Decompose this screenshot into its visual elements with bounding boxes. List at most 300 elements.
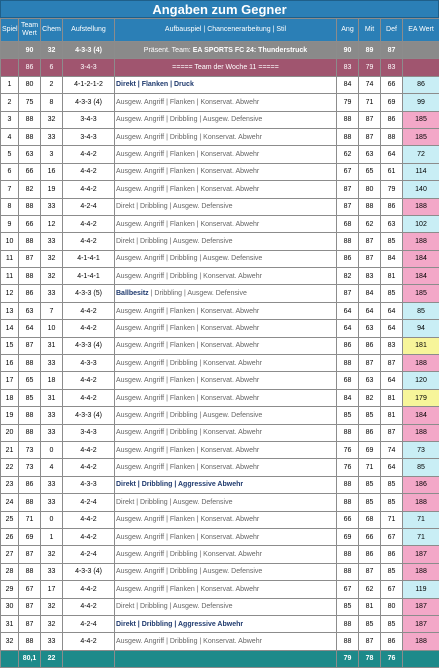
strategy-cell: Ausgew. Angriff | Flanken | Konservat. Abwehr: [115, 528, 337, 545]
ea-wert-cell: 94: [403, 320, 439, 337]
def-cell: 64: [381, 302, 403, 319]
ang-cell: 67: [337, 581, 359, 598]
strategy-cell: Direkt | Flanken | Druck: [115, 76, 337, 93]
mit-cell: 86: [359, 337, 381, 354]
mit-cell: 63: [359, 372, 381, 389]
header-def: Def: [381, 19, 403, 42]
total-mit: 78: [359, 650, 381, 667]
spiel-cell: 5: [1, 146, 19, 163]
chem-cell: 32: [41, 268, 63, 285]
opponent-table: [0, 18, 439, 668]
spiel-cell: 22: [1, 459, 19, 476]
aufstellung-cell: 4-4-2: [63, 581, 115, 598]
team-wert-cell: 66: [19, 163, 41, 180]
team-wert-cell: 88: [19, 111, 41, 128]
ang-cell: 88: [337, 633, 359, 650]
team-ang-cell: 90: [337, 42, 359, 59]
ea-wert-cell: 184: [403, 407, 439, 424]
spiel-cell: 10: [1, 233, 19, 250]
aufstellung-cell: 4-2-4: [63, 615, 115, 632]
spiel-cell: 9: [1, 215, 19, 232]
ang-cell: 88: [337, 355, 359, 372]
aufstellung-cell: 4-4-2: [63, 459, 115, 476]
aufstellung-cell: 4-4-2: [63, 528, 115, 545]
team-mit-cell: 89: [359, 42, 381, 59]
def-cell: 85: [381, 233, 403, 250]
ea-wert-cell: 85: [403, 459, 439, 476]
table-row: [1, 633, 439, 650]
spiel-cell: 26: [1, 528, 19, 545]
mit-cell: 87: [359, 355, 381, 372]
team-aufstellung-cell: 4-3-3 (4): [63, 42, 115, 59]
aufstellung-cell: 4-4-2: [63, 146, 115, 163]
totw-row: [1, 59, 439, 76]
spiel-cell: 7: [1, 181, 19, 198]
ea-wert-cell: 187: [403, 546, 439, 563]
team-wert-cell: 88: [19, 233, 41, 250]
table-row: [1, 128, 439, 145]
chem-cell: 33: [41, 424, 63, 441]
def-cell: 85: [381, 615, 403, 632]
def-cell: 63: [381, 215, 403, 232]
aufstellung-cell: 4-4-2: [63, 302, 115, 319]
ang-cell: 82: [337, 268, 359, 285]
mit-cell: 63: [359, 146, 381, 163]
totw-mit-cell: 79: [359, 59, 381, 76]
totw-aufstellung-cell: 3-4-3: [63, 59, 115, 76]
header-ang: Ang: [337, 19, 359, 42]
ea-wert-cell: 187: [403, 598, 439, 615]
table-row: [1, 476, 439, 493]
chem-cell: 10: [41, 320, 63, 337]
team-wert-cell: 88: [19, 268, 41, 285]
ea-wert-cell: 71: [403, 528, 439, 545]
spiel-cell: 19: [1, 407, 19, 424]
table-row: [1, 546, 439, 563]
ang-cell: 66: [337, 511, 359, 528]
ang-cell: 68: [337, 372, 359, 389]
chem-cell: 0: [41, 441, 63, 458]
def-cell: 66: [381, 76, 403, 93]
strategy-cell: Ausgew. Angriff | Flanken | Konservat. Abwehr: [115, 441, 337, 458]
team-wert-cell: 66: [19, 215, 41, 232]
strategy-cell: Ausgew. Angriff | Dribbling | Konservat. Abwehr: [115, 268, 337, 285]
team-wert-cell: 86: [19, 285, 41, 302]
strategy-bold-text: Direkt | Dribbling | Aggressive Abwehr: [116, 481, 243, 488]
ang-cell: 87: [337, 198, 359, 215]
team-wert-cell: 73: [19, 441, 41, 458]
spiel-cell: 8: [1, 198, 19, 215]
table-row: [1, 407, 439, 424]
chem-cell: 32: [41, 598, 63, 615]
ang-cell: 64: [337, 320, 359, 337]
team-chem-cell: 32: [41, 42, 63, 59]
def-cell: 80: [381, 598, 403, 615]
aufstellung-cell: 4-3-3 (4): [63, 563, 115, 580]
aufstellung-cell: 4-3-3: [63, 355, 115, 372]
strategy-cell: Ausgew. Angriff | Flanken | Konservat. Abwehr: [115, 372, 337, 389]
def-cell: 88: [381, 128, 403, 145]
ang-cell: 88: [337, 476, 359, 493]
team-wert-cell: 88: [19, 198, 41, 215]
ea-wert-cell: 73: [403, 441, 439, 458]
team-wert-cell: 69: [19, 528, 41, 545]
team-wert-cell: 88: [19, 128, 41, 145]
table-row: [1, 355, 439, 372]
ang-cell: 87: [337, 181, 359, 198]
aufstellung-cell: 4-1-4-1: [63, 268, 115, 285]
ea-wert-cell: 85: [403, 302, 439, 319]
table-row: [1, 285, 439, 302]
strategy-cell: Ausgew. Angriff | Flanken | Konservat. Abwehr: [115, 459, 337, 476]
table-row: [1, 111, 439, 128]
ang-cell: 84: [337, 76, 359, 93]
chem-cell: 33: [41, 494, 63, 511]
ea-wert-cell: 185: [403, 111, 439, 128]
strategy-cell: Ausgew. Angriff | Flanken | Konservat. Abwehr: [115, 581, 337, 598]
aufstellung-cell: 4-4-2: [63, 372, 115, 389]
mit-cell: 82: [359, 389, 381, 406]
chem-cell: 32: [41, 250, 63, 267]
spiel-cell: 31: [1, 615, 19, 632]
spiel-cell: 4: [1, 128, 19, 145]
strategy-cell: Ausgew. Angriff | Flanken | Konservat. Abwehr: [115, 181, 337, 198]
chem-cell: 16: [41, 163, 63, 180]
team-wert-cell: 88: [19, 494, 41, 511]
ang-cell: 88: [337, 563, 359, 580]
ang-cell: 68: [337, 215, 359, 232]
ang-cell: 64: [337, 302, 359, 319]
strategy-bold-text: Direkt | Dribbling | Aggressive Abwehr: [116, 621, 243, 628]
ea-wert-cell: 119: [403, 581, 439, 598]
strategy-cell: Direkt | Dribbling | Ausgew. Defensive: [115, 494, 337, 511]
chem-cell: 7: [41, 302, 63, 319]
strategy-cell: [115, 285, 337, 302]
chem-cell: 17: [41, 581, 63, 598]
chem-cell: 4: [41, 459, 63, 476]
chem-cell: 18: [41, 372, 63, 389]
spiel-cell: 14: [1, 320, 19, 337]
total-chem: 22: [41, 650, 63, 667]
table-row: [1, 389, 439, 406]
ea-wert-cell: 179: [403, 389, 439, 406]
ea-wert-cell: 184: [403, 250, 439, 267]
team-wert-cell: 88: [19, 407, 41, 424]
team-def-cell: 87: [381, 42, 403, 59]
def-cell: 86: [381, 198, 403, 215]
ea-wert-cell: 99: [403, 94, 439, 111]
mit-cell: 85: [359, 407, 381, 424]
table-row: [1, 563, 439, 580]
table-row: [1, 424, 439, 441]
def-cell: 84: [381, 250, 403, 267]
table-row: [1, 215, 439, 232]
team-wert-cell: 86: [19, 476, 41, 493]
def-cell: 87: [381, 424, 403, 441]
mit-cell: 66: [359, 528, 381, 545]
spiel-cell: 32: [1, 633, 19, 650]
spiel-cell: 11: [1, 268, 19, 285]
aufstellung-cell: 4-4-2: [63, 320, 115, 337]
chem-cell: 33: [41, 128, 63, 145]
def-cell: 79: [381, 181, 403, 198]
chem-cell: 32: [41, 615, 63, 632]
strategy-cell: [115, 476, 337, 493]
strategy-cell: Ausgew. Angriff | Flanken | Konservat. Abwehr: [115, 146, 337, 163]
team-wert-cell: 88: [19, 633, 41, 650]
mit-cell: 85: [359, 615, 381, 632]
mit-cell: 84: [359, 285, 381, 302]
ang-cell: 79: [337, 94, 359, 111]
def-cell: 85: [381, 285, 403, 302]
def-cell: 64: [381, 372, 403, 389]
mit-cell: 80: [359, 181, 381, 198]
mit-cell: 62: [359, 581, 381, 598]
header-spiel: Spiel: [1, 19, 19, 42]
team-wert-cell: 87: [19, 546, 41, 563]
ang-cell: 84: [337, 389, 359, 406]
team-strategy-cell: Präsent. Team: EA SPORTS FC 24: Thunderstruck: [115, 42, 337, 59]
mit-cell: 85: [359, 476, 381, 493]
ea-wert-cell: 71: [403, 511, 439, 528]
strategy-cell: Ausgew. Angriff | Dribbling | Konservat. Abwehr: [115, 633, 337, 650]
mit-cell: 62: [359, 215, 381, 232]
def-cell: 74: [381, 441, 403, 458]
mit-cell: 71: [359, 94, 381, 111]
spiel-cell: 21: [1, 441, 19, 458]
ea-wert-cell: 72: [403, 146, 439, 163]
totw-def-cell: 83: [381, 59, 403, 76]
def-cell: 81: [381, 389, 403, 406]
def-cell: 61: [381, 163, 403, 180]
spiel-cell: 24: [1, 494, 19, 511]
ea-wert-cell: 120: [403, 372, 439, 389]
ang-cell: 88: [337, 424, 359, 441]
ang-cell: 88: [337, 233, 359, 250]
mit-cell: 88: [359, 198, 381, 215]
ea-wert-cell: 188: [403, 563, 439, 580]
team-wert-cell: 87: [19, 615, 41, 632]
ang-cell: 86: [337, 337, 359, 354]
mit-cell: 74: [359, 76, 381, 93]
chem-cell: 33: [41, 198, 63, 215]
aufstellung-cell: 4-1-4-1: [63, 250, 115, 267]
ang-cell: 86: [337, 250, 359, 267]
totw-strategy-cell: ===== Team der Woche 11 =====: [115, 59, 337, 76]
mit-cell: 87: [359, 111, 381, 128]
aufstellung-cell: 4-4-2: [63, 389, 115, 406]
def-cell: 71: [381, 511, 403, 528]
def-cell: 86: [381, 633, 403, 650]
header-row: [1, 19, 439, 42]
team-wert-cell: 71: [19, 511, 41, 528]
team-wert-cell: 65: [19, 372, 41, 389]
table-row: [1, 528, 439, 545]
totals-row: [1, 650, 439, 667]
ang-cell: 67: [337, 163, 359, 180]
chem-cell: 33: [41, 476, 63, 493]
spiel-cell: 23: [1, 476, 19, 493]
strategy-text: | Dribbling | Ausgew. Defensive: [149, 290, 247, 297]
mit-cell: 69: [359, 441, 381, 458]
aufstellung-cell: 4-4-2: [63, 215, 115, 232]
strategy-cell: Direkt | Dribbling | Ausgew. Defensive: [115, 598, 337, 615]
table-row: [1, 372, 439, 389]
spiel-cell: 20: [1, 424, 19, 441]
team-wert-cell: 64: [19, 320, 41, 337]
strategy-cell: Direkt | Dribbling | Ausgew. Defensive: [115, 233, 337, 250]
ang-cell: 76: [337, 459, 359, 476]
aufstellung-cell: 4-4-2: [63, 441, 115, 458]
aufstellung-cell: 4-4-2: [63, 233, 115, 250]
spiel-cell: 25: [1, 511, 19, 528]
aufstellung-cell: 4-3-3: [63, 476, 115, 493]
table-row: [1, 76, 439, 93]
aufstellung-cell: 4-4-2: [63, 598, 115, 615]
mit-cell: 64: [359, 302, 381, 319]
ea-wert-cell: 188: [403, 198, 439, 215]
spiel-cell: 18: [1, 389, 19, 406]
strategy-cell: Ausgew. Angriff | Flanken | Konservat. Abwehr: [115, 163, 337, 180]
table-row: [1, 163, 439, 180]
ang-cell: 88: [337, 494, 359, 511]
totw-wert-cell: 86: [19, 59, 41, 76]
table-row: [1, 250, 439, 267]
aufstellung-cell: 4-1-2-1-2: [63, 76, 115, 93]
chem-cell: 31: [41, 389, 63, 406]
ang-cell: 88: [337, 546, 359, 563]
def-cell: 83: [381, 337, 403, 354]
def-cell: 86: [381, 111, 403, 128]
def-cell: 81: [381, 407, 403, 424]
strategy-cell: Ausgew. Angriff | Flanken | Konservat. Abwehr: [115, 302, 337, 319]
strategy-cell: Direkt | Dribbling | Ausgew. Defensive: [115, 198, 337, 215]
strategy-cell: Ausgew. Angriff | Flanken | Konservat. Abwehr: [115, 94, 337, 111]
team-wert-cell: 88: [19, 563, 41, 580]
sheet-title: Angaben zum Gegner: [0, 0, 439, 18]
total-ang: 79: [337, 650, 359, 667]
team-wert-cell: 90: [19, 42, 41, 59]
ang-cell: 88: [337, 111, 359, 128]
def-cell: 67: [381, 581, 403, 598]
chem-cell: 0: [41, 511, 63, 528]
header-aufstellung: Aufstellung: [63, 19, 115, 42]
aufstellung-cell: 4-3-3 (4): [63, 337, 115, 354]
strategy-cell: Ausgew. Angriff | Dribbling | Konservat. Abwehr: [115, 424, 337, 441]
table-row: [1, 268, 439, 285]
mit-cell: 71: [359, 459, 381, 476]
aufstellung-cell: 3-4-3: [63, 128, 115, 145]
table-row: [1, 598, 439, 615]
header-ea-wert: EA Wert: [403, 19, 439, 42]
total-team-wert: 80,1: [19, 650, 41, 667]
table-row: [1, 94, 439, 111]
aufstellung-cell: 4-2-4: [63, 198, 115, 215]
team-wert-cell: 63: [19, 146, 41, 163]
strategy-cell: Ausgew. Angriff | Flanken | Konservat. Abwehr: [115, 215, 337, 232]
table-row: [1, 181, 439, 198]
mit-cell: 63: [359, 320, 381, 337]
chem-cell: 19: [41, 181, 63, 198]
chem-cell: 33: [41, 355, 63, 372]
strategy-bold-text: Ballbesitz: [116, 290, 149, 297]
strategy-cell: Ausgew. Angriff | Dribbling | Ausgew. Defensive: [115, 111, 337, 128]
team-wert-cell: 85: [19, 389, 41, 406]
mit-cell: 87: [359, 633, 381, 650]
ang-cell: 76: [337, 441, 359, 458]
ea-wert-cell: 184: [403, 268, 439, 285]
chem-cell: 32: [41, 111, 63, 128]
ea-wert-cell: 140: [403, 181, 439, 198]
chem-cell: 33: [41, 563, 63, 580]
total-def: 76: [381, 650, 403, 667]
ea-wert-cell: 187: [403, 615, 439, 632]
aufstellung-cell: 4-4-2: [63, 633, 115, 650]
def-cell: 67: [381, 528, 403, 545]
aufstellung-cell: 4-3-3 (4): [63, 407, 115, 424]
mit-cell: 68: [359, 511, 381, 528]
chem-cell: 33: [41, 633, 63, 650]
table-row: [1, 233, 439, 250]
strategy-cell: Ausgew. Angriff | Flanken | Konservat. Abwehr: [115, 389, 337, 406]
totw-ang-cell: 83: [337, 59, 359, 76]
chem-cell: 12: [41, 215, 63, 232]
chem-cell: 31: [41, 337, 63, 354]
strategy-cell: Ausgew. Angriff | Flanken | Konservat. Abwehr: [115, 511, 337, 528]
table-row: [1, 494, 439, 511]
strategy-cell: Ausgew. Angriff | Dribbling | Konservat. Abwehr: [115, 128, 337, 145]
ea-wert-cell: 188: [403, 633, 439, 650]
mit-cell: 65: [359, 163, 381, 180]
chem-cell: 3: [41, 146, 63, 163]
spiel-cell: 16: [1, 355, 19, 372]
spiel-cell: 29: [1, 581, 19, 598]
strategy-cell: Ausgew. Angriff | Dribbling | Konservat. Abwehr: [115, 546, 337, 563]
chem-cell: 33: [41, 285, 63, 302]
aufstellung-cell: 4-4-2: [63, 163, 115, 180]
team-wert-cell: 73: [19, 459, 41, 476]
spiel-cell: 28: [1, 563, 19, 580]
table-row: [1, 511, 439, 528]
strategy-cell: Ausgew. Angriff | Dribbling | Ausgew. Defensive: [115, 563, 337, 580]
ang-cell: 85: [337, 598, 359, 615]
chem-cell: 32: [41, 546, 63, 563]
spiel-cell: 17: [1, 372, 19, 389]
mit-cell: 87: [359, 233, 381, 250]
def-cell: 86: [381, 546, 403, 563]
spiel-cell: 3: [1, 111, 19, 128]
header-mit: Mit: [359, 19, 381, 42]
team-wert-cell: 87: [19, 598, 41, 615]
ea-wert-cell: 185: [403, 285, 439, 302]
spiel-cell: 6: [1, 163, 19, 180]
ang-cell: 85: [337, 407, 359, 424]
def-cell: 85: [381, 563, 403, 580]
ea-wert-cell: 185: [403, 128, 439, 145]
def-cell: 64: [381, 459, 403, 476]
table-row: [1, 198, 439, 215]
spiel-cell: 30: [1, 598, 19, 615]
chem-cell: 2: [41, 76, 63, 93]
header-strategy: Aufbauspiel | Chancenerarbeitung | Stil: [115, 19, 337, 42]
team-wert-cell: 87: [19, 250, 41, 267]
ang-cell: 88: [337, 128, 359, 145]
table-row: [1, 459, 439, 476]
team-row: [1, 42, 439, 59]
chem-cell: 1: [41, 528, 63, 545]
mit-cell: 86: [359, 546, 381, 563]
mit-cell: 86: [359, 424, 381, 441]
